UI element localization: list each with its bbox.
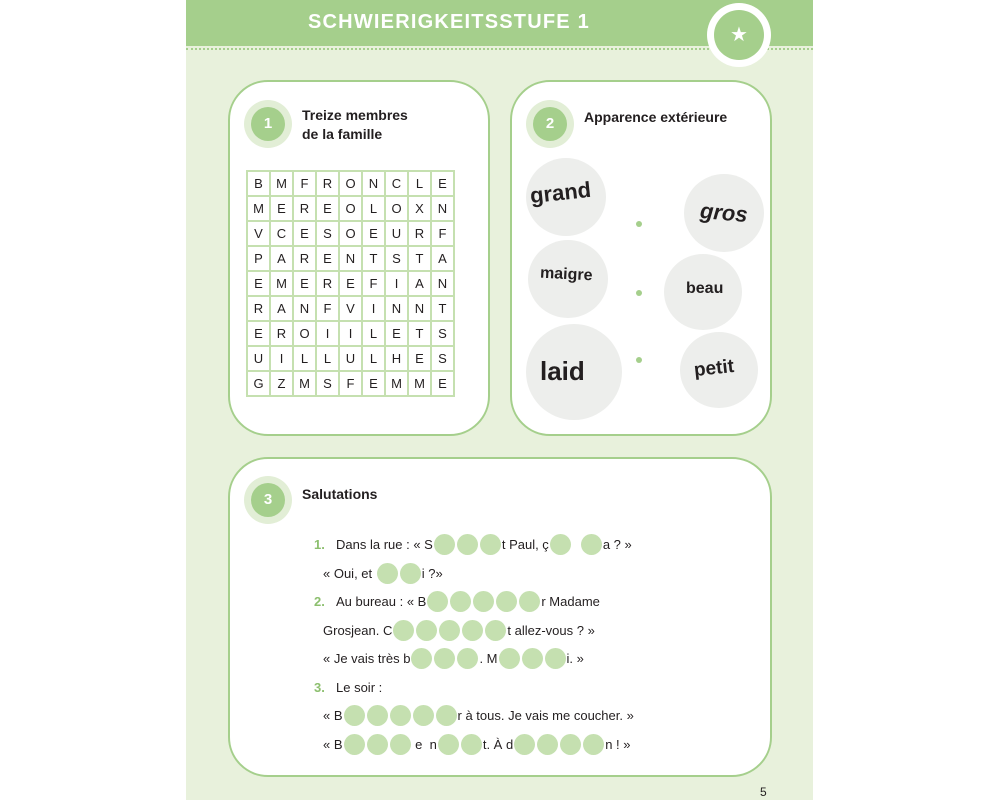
text-fragment: n	[429, 736, 437, 752]
dialogue-line	[323, 646, 584, 670]
exercise-number-badge	[244, 100, 292, 148]
exercise-title-line: de la famille	[302, 126, 383, 142]
grid-cell[interactable]: T	[431, 296, 454, 321]
text-fragment: n ! »	[605, 736, 631, 752]
grid-cell[interactable]: T	[362, 246, 385, 271]
grid-cell[interactable]: E	[293, 221, 316, 246]
grid-cell[interactable]: I	[362, 296, 385, 321]
grid-cell[interactable]: F	[316, 296, 339, 321]
adjective-word: laid	[540, 356, 585, 386]
grid-cell[interactable]: S	[385, 246, 408, 271]
grid-cell[interactable]: R	[247, 296, 270, 321]
adjective-word: maigre	[539, 264, 593, 285]
grid-cell[interactable]: E	[431, 171, 454, 196]
grid-row	[247, 296, 454, 321]
grid-cell[interactable]: V	[247, 221, 270, 246]
grid-cell[interactable]: S	[431, 321, 454, 346]
exercise-title: Apparence extérieure	[584, 109, 728, 125]
text-fragment: « Je vais très b	[323, 650, 411, 666]
letter-blank[interactable]	[344, 705, 365, 726]
grid-cell[interactable]: L	[408, 171, 431, 196]
grid-cell[interactable]: F	[339, 371, 362, 396]
text-fragment: « B	[323, 736, 343, 752]
text-fragment: i. »	[566, 650, 584, 666]
letter-blank[interactable]	[514, 734, 535, 755]
letter-blank[interactable]	[457, 534, 478, 555]
grid-cell[interactable]: L	[362, 321, 385, 346]
grid-cell[interactable]: E	[408, 346, 431, 371]
text-fragment: . M	[479, 650, 498, 666]
exercise-number-badge	[526, 100, 574, 148]
letter-blank[interactable]	[344, 734, 365, 755]
exercise-3-card	[228, 457, 772, 777]
dialogue-line	[323, 732, 631, 756]
grid-cell[interactable]: A	[270, 246, 293, 271]
grid-cell[interactable]: N	[385, 296, 408, 321]
item-label: Le soir :	[336, 679, 383, 695]
grid-cell[interactable]: M	[293, 371, 316, 396]
grid-cell[interactable]: V	[339, 296, 362, 321]
letter-blank[interactable]	[438, 734, 459, 755]
text-fragment: r Madame	[541, 593, 600, 609]
page-number: 5	[760, 785, 767, 799]
letter-blank[interactable]	[411, 648, 432, 669]
letter-blank[interactable]	[427, 591, 448, 612]
dialogue-line	[323, 618, 595, 642]
letter-blank[interactable]	[367, 705, 388, 726]
grid-cell[interactable]: I	[270, 346, 293, 371]
grid-cell[interactable]: E	[316, 196, 339, 221]
letter-blank[interactable]	[390, 705, 411, 726]
grid-cell[interactable]: E	[385, 321, 408, 346]
item-label: Au bureau :	[336, 593, 404, 609]
letter-blank[interactable]	[583, 734, 604, 755]
letter-blank[interactable]	[450, 591, 471, 612]
grid-cell[interactable]: A	[431, 246, 454, 271]
letter-blank[interactable]	[413, 705, 434, 726]
grid-cell[interactable]: E	[431, 371, 454, 396]
grid-cell[interactable]: F	[431, 221, 454, 246]
letter-blank[interactable]	[390, 734, 411, 755]
grid-cell[interactable]: M	[408, 371, 431, 396]
grid-cell[interactable]: U	[339, 346, 362, 371]
text-fragment: Grosjean. C	[323, 622, 393, 638]
dialogue-line	[314, 675, 382, 699]
grid-cell[interactable]: N	[431, 271, 454, 296]
grid-cell[interactable]: E	[247, 271, 270, 296]
exercise-number-badge	[244, 476, 292, 524]
grid-cell[interactable]: U	[385, 221, 408, 246]
grid-cell[interactable]: S	[316, 221, 339, 246]
star-icon: ★	[714, 10, 764, 60]
grid-cell[interactable]: I	[385, 271, 408, 296]
dialogue-line	[323, 703, 634, 727]
letter-blank[interactable]	[393, 620, 414, 641]
text-fragment: t allez-vous ? »	[507, 622, 595, 638]
grid-cell[interactable]: R	[316, 271, 339, 296]
grid-cell[interactable]: E	[362, 371, 385, 396]
connector-dot	[636, 357, 642, 363]
letter-blank[interactable]	[537, 734, 558, 755]
grid-cell[interactable]: R	[293, 196, 316, 221]
text-fragment: « Oui, et	[323, 565, 373, 581]
letter-blank[interactable]	[434, 648, 455, 669]
dialogue-line	[314, 532, 632, 556]
text-fragment: t Paul, ç	[501, 536, 549, 552]
item-number: 2.	[314, 593, 325, 609]
letter-blank[interactable]	[560, 734, 581, 755]
level-title: SCHWIERIGKEITSSTUFE 1	[308, 11, 590, 33]
exercise-2-card	[510, 80, 772, 436]
grid-cell[interactable]: R	[270, 321, 293, 346]
grid-cell[interactable]: E	[293, 271, 316, 296]
letter-blank[interactable]	[522, 648, 543, 669]
letter-blank[interactable]	[462, 620, 483, 641]
grid-cell[interactable]: N	[293, 296, 316, 321]
grid-cell[interactable]: T	[408, 246, 431, 271]
letter-blank[interactable]	[550, 534, 571, 555]
text-fragment: « B	[323, 707, 343, 723]
grid-cell[interactable]: L	[362, 196, 385, 221]
grid-cell[interactable]: O	[339, 171, 362, 196]
connector-dot	[636, 290, 642, 296]
grid-cell[interactable]: L	[293, 346, 316, 371]
word-search-grid	[246, 170, 455, 397]
grid-cell[interactable]: N	[408, 296, 431, 321]
exercise-number: 3	[251, 483, 285, 517]
workbook-page	[186, 0, 813, 800]
item-number: 3.	[314, 679, 325, 695]
grid-cell[interactable]: H	[385, 346, 408, 371]
grid-cell[interactable]: L	[316, 346, 339, 371]
grid-cell[interactable]: B	[247, 171, 270, 196]
letter-blank[interactable]	[473, 591, 494, 612]
grid-cell[interactable]: M	[385, 371, 408, 396]
grid-cell[interactable]: E	[362, 221, 385, 246]
grid-cell[interactable]: L	[362, 346, 385, 371]
grid-cell[interactable]: N	[339, 246, 362, 271]
dialogue-line	[314, 589, 600, 613]
letter-blank[interactable]	[581, 534, 602, 555]
grid-cell[interactable]: X	[408, 196, 431, 221]
grid-cell[interactable]: C	[385, 171, 408, 196]
exercise-number: 1	[251, 107, 285, 141]
letter-blank[interactable]	[400, 563, 421, 584]
grid-row	[247, 221, 454, 246]
grid-cell[interactable]: Z	[270, 371, 293, 396]
level-badge	[707, 3, 771, 67]
text-fragment: a ? »	[602, 536, 632, 552]
grid-cell[interactable]: N	[362, 171, 385, 196]
grid-cell[interactable]: O	[339, 196, 362, 221]
grid-cell[interactable]: O	[385, 196, 408, 221]
grid-cell[interactable]: O	[339, 221, 362, 246]
grid-cell[interactable]: R	[293, 246, 316, 271]
letter-blank[interactable]	[436, 705, 457, 726]
adjective-word: gros	[699, 197, 749, 228]
letter-blank[interactable]	[439, 620, 460, 641]
grid-cell[interactable]: O	[293, 321, 316, 346]
connector-dot	[636, 221, 642, 227]
letter-blank[interactable]	[457, 648, 478, 669]
grid-cell[interactable]: A	[408, 271, 431, 296]
grid-cell[interactable]: C	[270, 221, 293, 246]
grid-cell[interactable]: E	[270, 196, 293, 221]
exercise-1-card	[228, 80, 490, 436]
grid-cell[interactable]: I	[339, 321, 362, 346]
grid-cell[interactable]: S	[316, 371, 339, 396]
grid-cell[interactable]: M	[247, 196, 270, 221]
grid-row	[247, 171, 454, 196]
grid-cell[interactable]: R	[408, 221, 431, 246]
adjective-word: petit	[692, 355, 736, 382]
grid-cell[interactable]: P	[247, 246, 270, 271]
letter-blank[interactable]	[480, 534, 501, 555]
grid-row	[247, 371, 454, 396]
text-fragment: e	[415, 736, 423, 752]
grid-row	[247, 196, 454, 221]
item-number: 1.	[314, 536, 325, 552]
item-label: Dans la rue :	[336, 536, 410, 552]
grid-cell[interactable]: S	[431, 346, 454, 371]
letter-blank[interactable]	[485, 620, 506, 641]
grid-cell[interactable]: R	[316, 171, 339, 196]
grid-row	[247, 246, 454, 271]
letter-blank[interactable]	[367, 734, 388, 755]
letter-blank[interactable]	[519, 591, 540, 612]
exercise-number: 2	[533, 107, 567, 141]
text-fragment: i ?»	[421, 565, 443, 581]
grid-cell[interactable]: A	[270, 296, 293, 321]
grid-cell[interactable]: E	[339, 271, 362, 296]
text-fragment: « B	[406, 593, 427, 609]
adjective-word: grand	[528, 176, 593, 209]
grid-cell[interactable]: G	[247, 371, 270, 396]
letter-blank[interactable]	[377, 563, 398, 584]
grid-cell[interactable]: M	[270, 171, 293, 196]
adjective-word: beau	[686, 280, 724, 297]
text-fragment: t. À d	[482, 736, 514, 752]
exercise-title	[302, 106, 408, 144]
grid-cell[interactable]: F	[293, 171, 316, 196]
grid-cell[interactable]: I	[316, 321, 339, 346]
grid-row	[247, 271, 454, 296]
grid-cell[interactable]: E	[247, 321, 270, 346]
grid-cell[interactable]: F	[362, 271, 385, 296]
exercise-title-line: Treize membres	[302, 107, 408, 123]
letter-blank[interactable]	[545, 648, 566, 669]
exercise-title: Salutations	[302, 486, 378, 502]
grid-cell[interactable]: N	[431, 196, 454, 221]
letter-blank[interactable]	[461, 734, 482, 755]
letter-blank[interactable]	[496, 591, 517, 612]
letter-blank[interactable]	[499, 648, 520, 669]
grid-cell[interactable]: U	[247, 346, 270, 371]
dialogue-line	[323, 561, 443, 585]
grid-cell[interactable]: E	[316, 246, 339, 271]
grid-cell[interactable]: T	[408, 321, 431, 346]
grid-row	[247, 346, 454, 371]
letter-blank[interactable]	[416, 620, 437, 641]
grid-cell[interactable]: M	[270, 271, 293, 296]
text-fragment: « S	[413, 536, 433, 552]
grid-row	[247, 321, 454, 346]
letter-blank[interactable]	[434, 534, 455, 555]
text-fragment: r à tous. Je vais me coucher. »	[457, 707, 634, 723]
